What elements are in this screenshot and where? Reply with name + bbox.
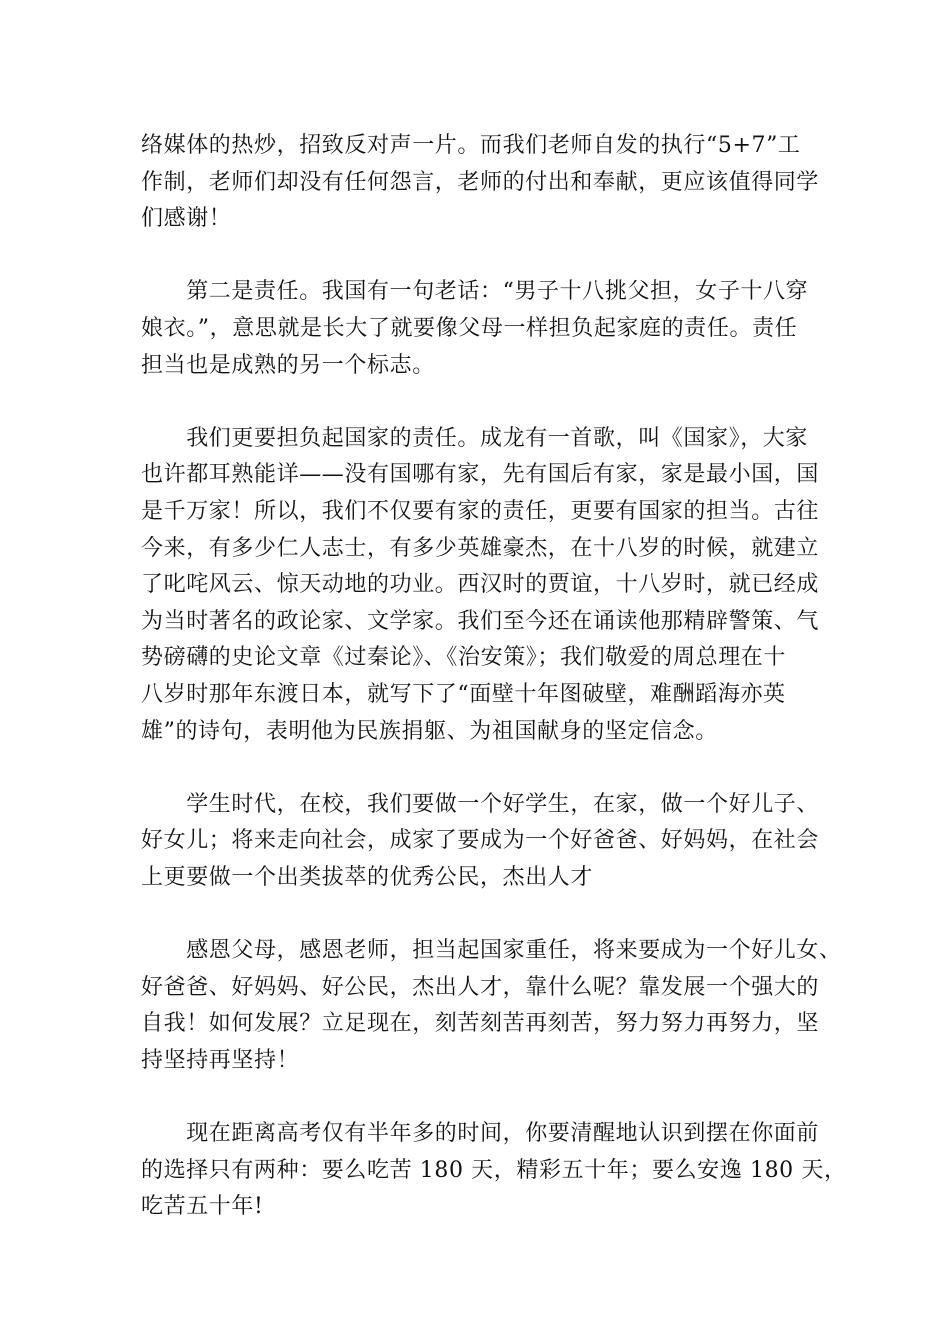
text-line: 们感谢！: [141, 206, 232, 232]
text-line: 雄”的诗句，表明他为民族捐躯、为祖国献身的坚定信念。: [141, 718, 718, 744]
text-line: 担当也是成熟的另一个标志。: [141, 352, 435, 378]
paragraph-gap: [141, 238, 813, 275]
text-line: 现在距离高考仅有半年多的时间，你要清醒地认识到摆在你面前: [141, 1121, 820, 1147]
text-line: 第二是责任。我国有一句老话：“男子十八挑父担，女子十八穿: [141, 279, 809, 305]
paragraph-gap: [141, 1079, 813, 1116]
text-line: 上更要做一个出类拔萃的优秀公民，杰出人才: [141, 864, 594, 890]
text-line: 八岁时那年东渡日本，就写下了“面壁十年图破壁，难酬蹈海亦英: [141, 681, 786, 707]
text-line: 持坚持再坚持！: [141, 1047, 300, 1073]
paragraph-gap: [141, 750, 813, 787]
text-line: 势磅礴的史论文章《过秦论》、《治安策》；我们敬爱的周总理在十: [141, 645, 787, 671]
text-line: 自我！如何发展？立足现在，刻苦刻苦再刻苦，努力努力再努力，坚: [141, 1011, 820, 1037]
paragraph-gap: [141, 896, 813, 933]
text-line: 吃苦五十年!: [141, 1194, 264, 1220]
text-line: 作制，老师们却没有任何怨言，老师的付出和奉献，更应该值得同学: [141, 169, 820, 195]
text-line: 学生时代，在校，我们要做一个好学生，在家，做一个好儿子、: [141, 791, 820, 817]
text-line: 感恩父母，感恩老师，担当起国家重任，将来要成为一个好儿女、: [141, 938, 842, 964]
text-line: 娘衣。”，意思就是长大了就要像父母一样担负起家庭的责任。责任: [141, 315, 798, 341]
text-line: 今来，有多少仁人志士，有多少英雄豪杰，在十八岁的时候，就建立: [141, 535, 820, 561]
text-line: 也许都耳熟能详——没有国哪有家，先有国后有家，家是最小国，国: [141, 462, 820, 488]
paragraph-teachers-dedication: [141, 128, 820, 238]
text-line: 了叱咤风云、惊天动地的功业。西汉时的贾谊，十八岁时，就已经成: [141, 572, 820, 598]
paragraph-responsibility: [141, 274, 813, 384]
text-line: 好女儿；将来走向社会，成家了要成为一个好爸爸、好妈妈，在社会: [141, 828, 820, 854]
paragraph-student-years: [141, 787, 820, 897]
paragraph-gaokao-choice: [141, 1116, 847, 1226]
paragraph-gap: [141, 384, 813, 421]
text-line: 我们更要担负起国家的责任。成龙有一首歌，叫《国家》，大家: [141, 425, 809, 451]
text-line: 络媒体的热炒，招致反对声一片。而我们老师自发的执行“5+7”工: [141, 133, 801, 158]
document-page: [141, 128, 847, 1226]
text-line: 好爸爸、好妈妈、好公民，杰出人才，靠什么呢？靠发展一个强大的: [141, 974, 820, 1000]
paragraph-national-responsibility: [141, 421, 820, 750]
text-line: 为当时著名的政论家、文学家。我们至今还在诵读他那精辟警策、气: [141, 608, 820, 634]
text-line: 的选择只有两种：要么吃苦 180 天，精彩五十年；要么安逸 180 天，: [141, 1157, 847, 1183]
text-line: 是千万家！所以，我们不仅要有家的责任，更要有国家的担当。古往: [141, 498, 820, 524]
paragraph-gratitude-development: [141, 933, 842, 1079]
